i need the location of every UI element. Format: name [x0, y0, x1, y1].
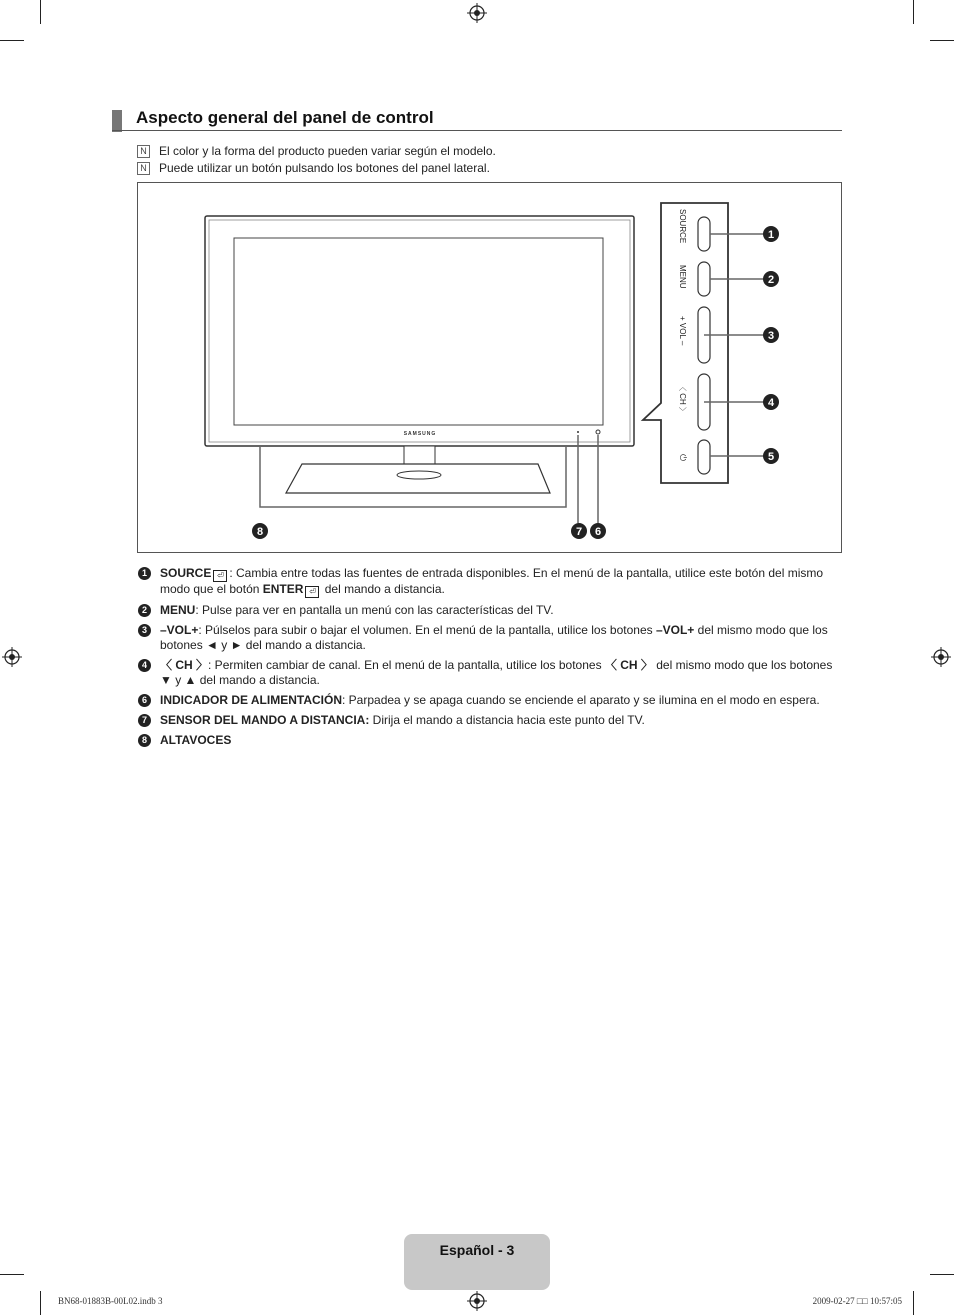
crop-mark: [40, 0, 41, 24]
svg-text:8: 8: [256, 526, 264, 538]
registration-mark-icon: [2, 647, 22, 667]
registration-mark-icon: [467, 1291, 487, 1311]
list-item: 8 ALTAVOCES: [138, 733, 844, 748]
channel-symbol: 〈 CH 〉: [160, 658, 209, 672]
tv-screen: [234, 238, 603, 425]
item-number: 8: [138, 734, 151, 747]
callout-4: [763, 394, 779, 410]
item-number: 6: [138, 694, 151, 707]
note-text: El color y la forma del producto pueden variar según el modelo.: [159, 144, 496, 158]
callout-7: [571, 523, 587, 539]
item-number: 4: [138, 659, 151, 672]
remote-sensor: [577, 431, 579, 433]
list-item: 6 INDICADOR DE ALIMENTACIÓN: Parpadea y se apaga cuando se enciende el aparato y se ilumina en el modo en espera.: [138, 693, 844, 708]
crop-mark: [930, 1274, 954, 1275]
callout-1: [763, 226, 779, 242]
tv-diagram: [138, 183, 841, 552]
item-number: 3: [138, 624, 151, 637]
callout-3: [763, 327, 779, 343]
source-label: SOURCE: [678, 209, 687, 244]
tv-brand-logo: SAMSUNG: [403, 431, 437, 437]
crop-mark: [930, 40, 954, 41]
channel-symbol: 〈 CH 〉: [604, 658, 653, 672]
note-2: [137, 161, 490, 175]
crop-mark: [913, 1291, 914, 1315]
heading-divider: [112, 130, 842, 131]
volume-symbol: –VOL+: [655, 623, 695, 637]
source-icon: ⏎: [213, 570, 227, 582]
note-1: [137, 144, 496, 158]
enter-icon: ⏎: [305, 586, 319, 598]
item-number: 7: [138, 714, 151, 727]
svg-text:5: 5: [767, 451, 775, 463]
callout-5: [763, 448, 779, 464]
menu-button: [698, 262, 710, 296]
page-title: Aspecto general del panel de control: [136, 108, 434, 127]
item-number: 1: [138, 567, 151, 580]
svg-text:7: 7: [575, 526, 583, 538]
svg-text:1: 1: [767, 229, 775, 241]
registration-mark-icon: [931, 647, 951, 667]
imprint-timestamp: 2009-02-27 □□ 10:57:05: [812, 1296, 902, 1306]
list-item: 1 SOURCE ⏎ : Cambia entre todas las fuentes de entrada disponibles. En el menú de la pantalla, utilice este botón del mismo modo que el botón ENTER ⏎ del mando a distancia.: [138, 566, 844, 598]
heading-marker: [112, 110, 122, 132]
svg-text:4: 4: [767, 397, 775, 409]
svg-text:6: 6: [594, 526, 602, 538]
volume-symbol: –VOL+: [160, 623, 199, 637]
callout-8: [252, 523, 268, 539]
control-description-list: [138, 566, 844, 753]
crop-mark: [0, 40, 24, 41]
crop-mark: [0, 1274, 24, 1275]
power-button: [698, 440, 710, 474]
svg-text:2: 2: [767, 274, 775, 286]
page-number: Español - 3: [439, 1242, 515, 1258]
list-item: 7 SENSOR DEL MANDO A DISTANCIA: Dirija el mando a distancia hacia este punto del TV.: [138, 713, 844, 728]
note-icon: N: [137, 145, 150, 158]
source-button: [698, 217, 710, 251]
item-number: 2: [138, 604, 151, 617]
registration-mark-icon: [467, 3, 487, 23]
tv-diagram-frame: [137, 182, 842, 553]
note-icon: N: [137, 162, 150, 175]
callout-6: [590, 523, 606, 539]
ch-label: 〈 CH 〉: [678, 383, 687, 415]
svg-text:3: 3: [767, 330, 775, 342]
crop-mark: [913, 0, 914, 24]
list-item: 3 –VOL+: Púlselos para subir o bajar el volumen. En el menú de la pantalla, utilice los botones –VOL+ del mismo modo que los botones ◄ y ► del mando a distancia.: [138, 623, 844, 653]
crop-mark: [40, 1291, 41, 1315]
imprint-file: BN68-01883B-00L02.indb 3: [58, 1296, 163, 1306]
list-item: 2 MENU: Pulse para ver en pantalla un menú con las características del TV.: [138, 603, 844, 618]
power-icon: ⏻: [678, 454, 688, 462]
note-text: Puede utilizar un botón pulsando los botones del panel lateral.: [159, 161, 490, 175]
vol-label: + VOL –: [678, 316, 687, 346]
callout-2: [763, 271, 779, 287]
menu-label: MENU: [678, 265, 687, 289]
list-item: 4 〈 CH 〉: Permiten cambiar de canal. En el menú de la pantalla, utilice los botones 〈 CH 〉 del mismo modo que los botones ▼ y ▲ del mando a distancia.: [138, 658, 844, 688]
